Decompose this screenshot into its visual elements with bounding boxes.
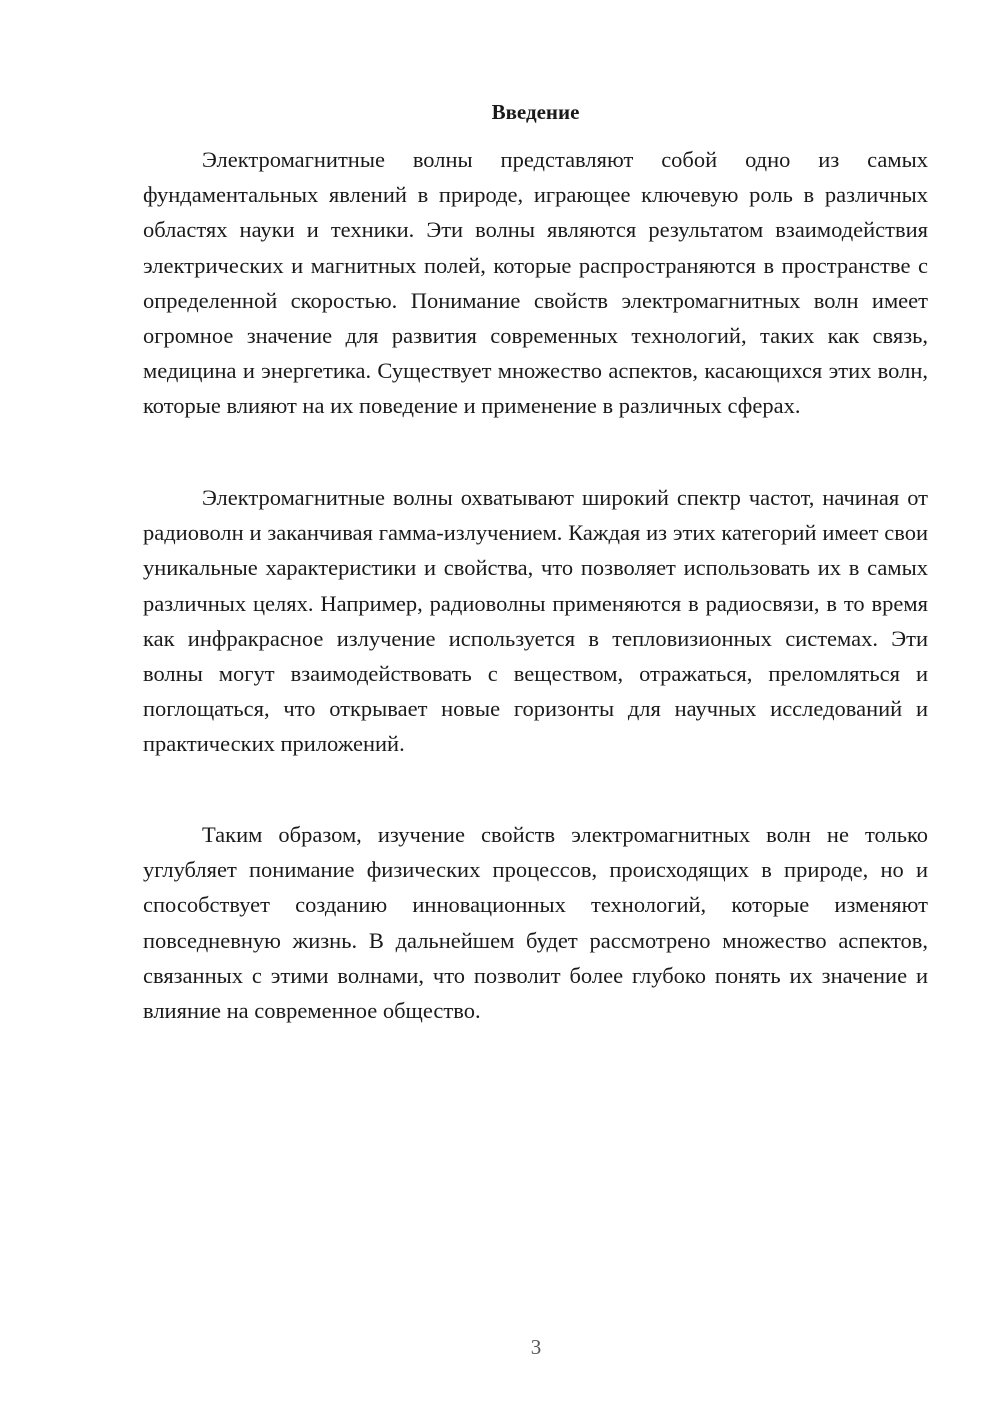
- paragraph-1: Электромагнитные волны представляют собой одно из самых фундаментальных явлений в природе, играющее ключевую роль в различных областях науки и техники. Эти волны являются результатом взаимодействия электрических и магнитных полей, которые распространяются в пространстве с определенной скоростью. Понимание свойств электромагнитных волн имеет огромное значение для развития современных технологий, таких как связь, медицина и энергетика. Существует множество аспектов, касающихся этих волн, которые влияют на их поведение и применение в различных сферах.: [143, 147, 928, 419]
- section-heading: Введение: [491, 100, 580, 124]
- paragraph-3: Таким образом, изучение свойств электромагнитных волн не только углубляет понимание физических процессов, происходящих в природе, но и способствует созданию инновационных технологий, которые изменяют повседневную жизнь. В дальнейшем будет рассмотрено множество аспектов, связанных с этими волнами, что позволит более глубоко понять их значение и влияние на современное общество.: [143, 822, 928, 1024]
- page-number: 3: [530, 1335, 542, 1359]
- paragraph-2: Электромагнитные волны охватывают широкий спектр частот, начиная от радиоволн и заканчивая гамма-излучением. Каждая из этих категорий имеет свои уникальные характеристики и свойства, что позволяет использовать их в самых различных целях. Например, радиоволны применяются в радиосвязи, в то время как инфракрасное излучение используется в тепловизионных системах. Эти волны могут взаимодействовать с веществом, отражаться, преломляться и поглощаться, что открывает новые горизонты для научных исследований и практических приложений.: [143, 485, 928, 757]
